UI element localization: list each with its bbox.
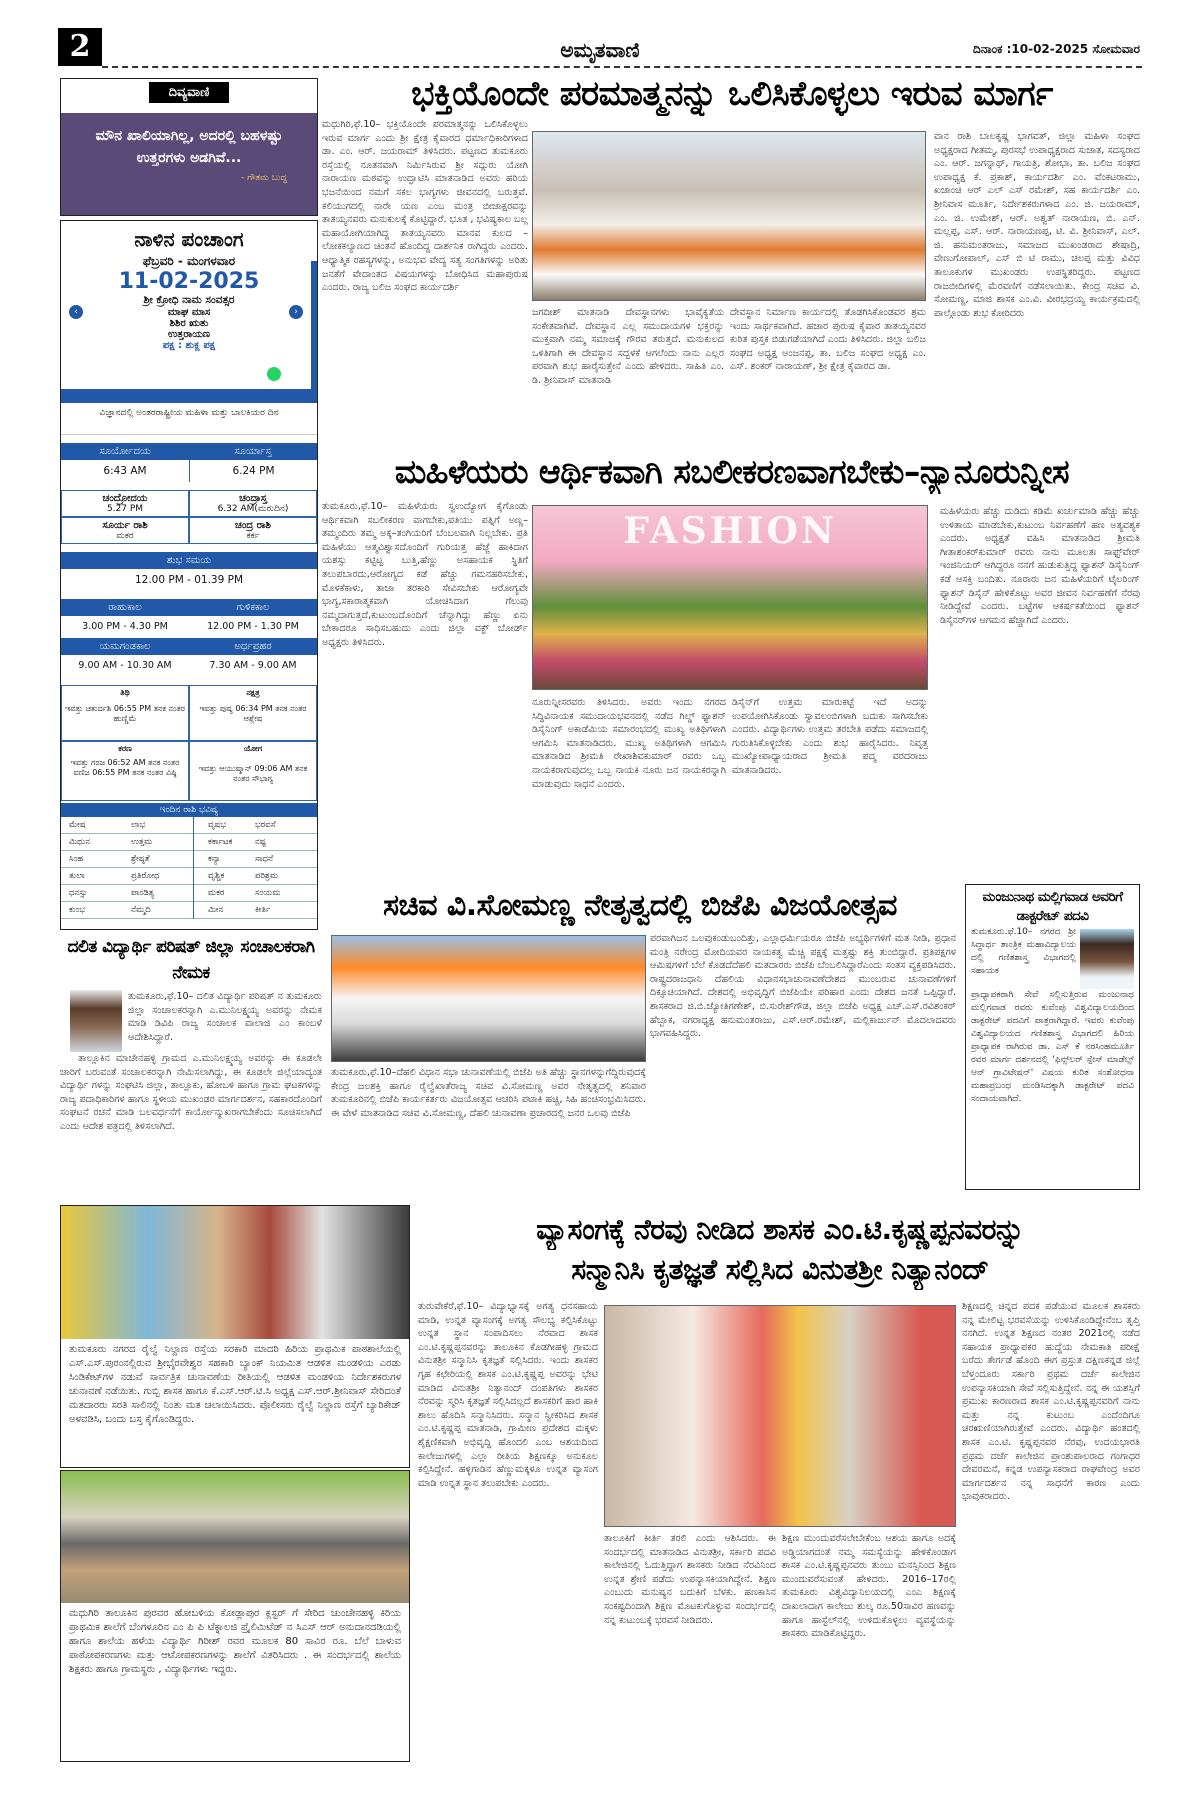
paksha: ಪಕ್ಷ : ಶುಕ್ಲ ಪಕ್ಷ bbox=[162, 340, 216, 351]
article2-col1: ತುಮಕೂರು,ಫೆ.10– ಮಹಿಳೆಯರು ಸ್ವಉದ್ಯೋಗ ಕೈಗೊಂಡು ಆರ್ಥಿಕವಾಗಿ ಸಬಲೀಕರಣ ವಾಗಬೇಕು,ಪತಿಯು ಪತ್ನಿಗೆ ಅಣ್ಣ–ತಮ್ಮಂದಿರು ತಮ್ಮ ಅಕ್ಕ–ತಂಗಿಯರಿಗೆ ಬೆಂಬಲವಾಗಿ ನಿಲ್ಲಬೇಕು. ಪ್ರತಿ ಮಹಿಳೆಯು ಆತ್ಮವಿಶ್ವಾಸದೊಂದಿಗೆ ಗುರಿಯತ್ತ ಹೆಜ್ಜೆ ಹಾಕಿದಾಗ ಯಶಸ್ಸು ಕಟ್ಟಿಟ್ಟ ಬುತ್ತಿ,ಹೆಣ್ಣು ಅಸಹಾಯಕ ಸ್ಥಿತಿಗೆ ತಲುಪಬಾರದು,ಆರೋಗ್ಯದ ಕಡೆ ಹೆಚ್ಚು ಗಮನಹರಿಸಬೇಕು, ಮೊಳಕೆಕಾಳು, ತಾಜಾ ತರಕಾರಿ ಸೇವಿಸಬೇಕು ಆರೋಗ್ಯವೇ ಭಾಗ್ಯ,ಸಕಾರಾತ್ಮಕವಾಗಿ ಯೋಚಿಸಿದಾಗ ಗೆಲುವು ನಮ್ಮದಾಗುತ್ತದೆ,ಕುಟುಂಬದೊಂದಿಗೆ ಚೆನ್ನಾಗಿದ್ದು ಹೆಣ್ಣು ಏನು ಬೇಕಾದರೂ ಸಾಧಿಸಬಹುದು ಎಂದು ಜಿಲ್ಲಾ ವಕ್ಫ್ ಬೋರ್ಡ್ ಅಧ್ಯಕ್ಷರು ತಿಳಿಸಿದರು. bbox=[322, 501, 528, 648]
ayana: ಉತ್ತರಾಯಣ bbox=[167, 329, 211, 340]
tithi-label: ತಿಥಿ bbox=[120, 688, 130, 697]
panchanga-box bbox=[60, 220, 318, 930]
rashi-prediction: ನಷ್ಟ bbox=[255, 837, 267, 847]
panchanga-weekday: ಫೆಬ್ರವರಿ - ಮಂಗಳವಾರ bbox=[142, 254, 236, 268]
article1-col2: ಜಗದೀಶ್ ಮಾತನಾಡಿ ದೇವಸ್ಥಾನಗಳು ಭಾವೈಕ್ಯತೆಯ ಸಂಕೇತವಾಗಿವೆ. ದೇವಸ್ಥಾನ ಎಲ್ಲ ಸಮುದಾಯಗಳ ಭಕ್ತರನ್ನು ಮುಕ್ತವಾಗಿ ನಮ್ಮ ಸಮಾಜಕ್ಕೆ ಗೌರವ ತರುತ್ತದೆ. ಮನುಕುಲದ ಒಳಿತಿಗಾಗಿ ಈ ದೇವಸ್ಥಾನ ಸದ್ಬಳಕೆ ಆಗಲೆಂದು ನಾನು ಎಲ್ಲರ ಪರವಾಗಿ ಶುಭ ಹಾರೈಸುತ್ತೇನೆ ಎಂದು ಹೇಳಿದರು. ಸಾಹಿತಿ ಎಂ. ಡಿ. ಶ್ರೀನಿವಾಸ್ ಮಾತನಾಡಿ bbox=[532, 307, 724, 386]
rashi-prediction: ಪ್ರತಿರೋಧ bbox=[131, 871, 160, 881]
doctorate-box bbox=[965, 884, 1140, 1190]
yama-label: ಯಮಗಂಡಕಾಲ bbox=[61, 638, 189, 655]
article4-col3: ಶಿಕ್ಷಣ ಮುಂದುವರೆಸಲೇಬೇಕೆಂಬ ಆಶಯ ಹಾಗೂ ಅದಕ್ಕೆ ಅಡ್ಡಿಯಾಗದಂತೆ ನಮ್ಮ ಸಮಸ್ಯೆಯನ್ನು ಹೇಳಿಕೊಂಡಾಗ ಶಾಸಕ ಎಂ.ಟಿ.ಕೃಷ್ಣಪ್ಪನವರು ತುಂಬು ಮನಸ್ಸಿನಿಂದ ಶಿಕ್ಷಣ ಮುಂದುವರೆಸುವಂತೆ ಹೇಳಿದರು. 2016–17ರಲ್ಲಿ ತುಮಕೂರು ವಿಶ್ವವಿದ್ಯಾನಿಲಯದಲ್ಲಿ ಎಂಎ ಶಿಕ್ಷಣಕ್ಕೆ ದಾಖಲಾದಾಗ ಕಾಲೇಜು ಶುಲ್ಕ ರೂ.50ಸಾವಿರ ಹಣವನ್ನು ಹಾಗೂ ಹಾಸ್ಟೆಲ್‌ನಲ್ಲಿ ಉಳಿದುಕೊಳ್ಳಲು ವ್ಯವಸ್ಥೆಯನ್ನು ಶಾಸಕರು ಮಾಡಿಕೊಟ್ಟಿದ್ದರು. bbox=[782, 1533, 956, 1640]
quote-card bbox=[61, 113, 317, 215]
rashi-title: ಇಂದಿನ ರಾಶಿ ಭವಿಷ್ಯ bbox=[61, 803, 317, 817]
yoga-label: ಯೋಗ bbox=[243, 744, 263, 753]
ritu: ಶಿಶಿರ ಋತು bbox=[169, 318, 209, 329]
rashi-row bbox=[61, 902, 317, 919]
karana-label: ಕರಣ bbox=[118, 744, 132, 753]
photo-story-election bbox=[60, 1205, 410, 1468]
article4-col2: ತಾಲೂಕಿಗೆ ಕೀರ್ತಿ ತರಲಿ ಎಂದು ಆಶಿಸಿದರು. ಈ ಸಂದರ್ಭದಲ್ಲಿ ಮಾತನಾಡಿದ ವಿನುತಶ್ರೀ, ಸರ್ಕಾರಿ ಪದವಿ ಕಾಲೇಜಿನಲ್ಲಿ ಓದುತ್ತಿದ್ದಾಗ ಶಾಸಕರು ನೀಡಿದ ನೆರವಿನಿಂದ ಉನ್ನತ ಶ್ರೇಣಿ ಪಡೆದು ಉಪನ್ಯಾಸಕಿಯಾಗಿದ್ದೇನೆ. ಶಿಕ್ಷಣ ಎಂಬುದು ಮನುಷ್ಯನ ಬದುಕಿಗೆ ಬೆಳಕು. ಹಣಕಾಸಿನ ಸಂಕಷ್ಟದಿಂದಾಗಿ ಶಿಕ್ಷಣ ಮೊಟಕುಗೊಳ್ಳುವ ಸಂದರ್ಭದಲ್ಲಿ ನನ್ನ ಕುಟುಂಬಕ್ಕೆ ಭರವಸೆ ನೀಡಿದರು. bbox=[604, 1533, 776, 1626]
divyavani-box bbox=[60, 78, 318, 216]
karana: ಇವತ್ತು ಗರಜ 06:52 AM ತನಕ ನಂತರ ವಣಿಜ 06:55 PM ತನಕ ನಂತರ ವಿಷ್ಠಿ bbox=[70, 758, 180, 777]
header-divider bbox=[102, 66, 1142, 68]
article4-headline-line1: ವ್ಯಾಸಂಗಕ್ಕೆ ನೆರವು ನೀಡಿದ ಶಾಸಕ ಎಂ.ಟಿ.ಕೃಷ್ಣಪ್ಪನವರನ್ನು bbox=[536, 1213, 1024, 1246]
samvatsara: ಶ್ರೀ ಕ್ರೋಧಿ ನಾಮ ಸಂವತ್ಸರ bbox=[143, 294, 235, 306]
rashi-row bbox=[61, 817, 317, 834]
surya-rashi-label: ಸೂರ್ಯ ರಾಶಿ bbox=[102, 520, 148, 531]
election-caption: ತುಮಕೂರು ನಗರದ ರೈಲ್ವೆ ನಿಲ್ದಾಣ ರಸ್ತೆಯ ಸರಕಾರಿ ಮಾದರಿ ಹಿರಿಯ ಪ್ರಾಥಮಿಕ ಪಾಠಶಾಲೆಯಲ್ಲಿ ಎಸ್.ಎಸ್.ಪುರಂನಲ್ಲಿರುವ ಶ್ರೀಭೈರವೇಶ್ವರ ಸಹಕಾರಿ ಬ್ಯಾಂಕ್ ನಿಯಮಿತ ಆಡಳಿತ ಮಂಡಳಿಯ ಎರಡು ಸಿಂಡಿಕೇಟ್‌ಗಳ ನಡುವೆ ಸಾರ್ವತ್ರಿಕ ಚುನಾವಣೆಯ ರೀತಿಯಲ್ಲಿ ಆಡಳಿತ ಮಂಡಳಿಯ ನಿರ್ದೇಶಕರುಗಳ ಚುನಾವಣೆ ನಡೆಯಿತು. ಗುಬ್ಬಿ ಶಾಸಕ ಹಾಗೂ ಕೆ.ಎಸ್.ಆರ್.ಟಿ.ಸಿ ಅಧ್ಯಕ್ಷ ಎಸ್.ಆರ್.ಶ್ರೀನಿವಾಸ್ ಸೇರಿದಂತೆ ಮತದಾರರು ಸರತಿ ಸಾಲಿನಲ್ಲಿ ನಿಂತು ಮತ ಚಲಾಯಿಸಿದರು. ಪೊಲೀಸರು ರೈಲ್ವೆ ನಿಲ್ದಾಣ ರಸ್ತೆಗೆ ಬ್ಯಾರಿಕೇಡ್ ಅಳವಡಿಸಿ, ಬಂದು ಬಸ್ತ ಕೈಗೊಂಡಿದ್ದರು. bbox=[69, 1344, 401, 1425]
article2-photo bbox=[532, 505, 928, 690]
article4-headline-line2: ಸನ್ಮಾನಿಸಿ ಕೃತಜ್ಞತೆ ಸಲ್ಲಿಸಿದ ವಿನುತಶ್ರೀ ನಿತ್ಯಾನಂದ್ bbox=[571, 1253, 989, 1286]
yama-time: 9.00 AM - 10.30 AM bbox=[78, 660, 172, 671]
rashi-name: ಕುಂಭ bbox=[69, 905, 86, 915]
article3-headline: ಸಚಿವ ವಿ.ಸೋಮಣ್ಣ ನೇತೃತ್ವದಲ್ಲಿ ಬಿಜೆಪಿ ವಿಜಯೋತ್ಸವ bbox=[383, 888, 897, 923]
rashi-row bbox=[61, 868, 317, 885]
article1-col3: ದೇವಸ್ಥಾನ ನಿರ್ಮಾಣ ಕಾರ್ಯದಲ್ಲಿ ತೊಡಗಿಸಿಕೊಂಡವರ ಶ್ರಮ ಇಂದು ಸಾರ್ಥಕವಾಗಿದೆ. ಹಜಾರ ಪುರುಷ ಕೈವಾರ ತಾತಯ್ಯನವರ ಕುರಿತ ಪುಸ್ತಕ ಬಿಡುಗಡೆಯಾಗಿದೆ ಎಂದು ತಿಳಿಸಿದರು. ಜಿಲ್ಲಾ ಬಲಿಜ ಸಂಘದ ಅಧ್ಯಕ್ಷ ಅಂಜನಪ್ಪ, ತಾ. ಬಲಿಜ ಸಂಘದ ಅಧ್ಯಕ್ಷ ಎಂ. ಎಸ್. ಶಂಕರ್ ನಾರಾಯಣ್, ಶ್ರೀ ಕ್ಷೇತ್ರ ಕೈವಾರದ ಡಾ. bbox=[730, 307, 926, 373]
doctorate-headline: ಮಂಜುನಾಥ ಮಲ್ಲಿಗವಾಡ ಅವರಿಗೆ ಡಾಕ್ಟರೇಟ್ ಪದವಿ bbox=[982, 889, 1123, 924]
rashi-name: ಮೀನ bbox=[193, 902, 255, 919]
rashi-prediction: ಕೀರ್ತಿ bbox=[255, 905, 271, 915]
rashi-prediction: ಸಂಯಮ bbox=[255, 888, 281, 898]
panchanga-date: 11-02-2025 bbox=[118, 269, 260, 294]
shubha-time: 12.00 PM - 01.39 PM bbox=[134, 574, 244, 586]
divyavani-label: ದಿವ್ಯವಾಣಿ bbox=[149, 82, 229, 103]
moonrise-label: ಚಂದ್ರೋದಯ bbox=[102, 493, 148, 504]
rashi-name: ಮೇಷ bbox=[69, 820, 86, 830]
article1-headline: ಭಕ್ತಿಯೊಂದೇ ಪರಮಾತ್ಮನನ್ನು ಒಲಿಸಿಕೊಳ್ಳಲು ಇರುವ ಮಾರ್ಗ bbox=[411, 74, 1053, 114]
article1-photo bbox=[532, 131, 926, 301]
ardha-label: ಅರ್ಧಪ್ರಹರ bbox=[189, 638, 317, 655]
page-number: 2 bbox=[58, 28, 102, 66]
surya-rashi: ಮಕರ bbox=[116, 531, 134, 541]
gulika-label: ಗುಳಿಕಕಾಲ bbox=[189, 599, 317, 616]
rashi-name: ವೃಶ್ಚಿಕ bbox=[193, 868, 255, 885]
rahu-label: ರಾಹುಕಾಲ bbox=[61, 599, 189, 616]
nakshatra: ಇವತ್ತು ಪುಷ್ಯ 06:34 PM ತನಕ ನಂತರ ಆಶ್ಲೇಷ bbox=[199, 704, 307, 723]
rashi-prediction: ಪರಿಶ್ರಮ bbox=[255, 871, 279, 881]
dalit-story bbox=[60, 934, 322, 1194]
rashi-prediction: ನೆಮ್ಮದಿ bbox=[131, 905, 151, 915]
article1-col4: ವಾನ ರಾಶಿ ಬಾಲಕೃಷ್ಣ ಭಾಗವತ್, ಜಿಲ್ಲಾ ಮಹಿಳಾ ಸಂಘದ ಅಧ್ಯಕ್ಷರಾದ ಗೀತಮ್ಮ, ಪುರಸಭೆ ಉಪಾಧ್ಯಕ್ಷರಾದ ಸುಜಾತ, ಸದಸ್ಯರಾದ ಎಂ. ಆರ್. ಜಗನ್ನಾಥ್, ಗಾಯತ್ರಿ, ಶೋಭಾ, ತಾ. ಬಲಿಜ ಸಂಘದ ಉಪಾಧ್ಯಕ್ಷ ಕೆ. ಪ್ರಕಾಶ್, ಕಾರ್ಯದರ್ಶಿ ಎಂ. ವೆಂಕಟರಾಮು, ಖಜಾಂಚಿ ಆರ್ ಎಲ್ ಎಸ್ ರಮೇಶ್, ಸಹ ಕಾರ್ಯದರ್ಶಿ ಎಂ. ಶ್ರೀನಿವಾಸ ಮೂರ್ತಿ, ನಿರ್ದೇಶಕರುಗಳಾದ ಎಂ. ಜಿ. ಜಯರಾಮ್, ಎಂ. ಜಿ. ಉಮೇಶ್, ಆರ್. ಅಶ್ವತ್ ನಾರಾಯಣ, ಬಿ. ಎನ್. ಮಲ್ಲಪ್ಪ, ಎಸ್. ಆರ್. ನಾರಾಯಣಪ್ಪ, ಟಿ. ವಿ. ಶ್ರೀನಿವಾಸ್, ಎಲ್. ಜಿ. ಹನುಮಂತರಾಜು, ಸಮಾಜದ ಮುಖಂಡರಾದ ಶೇಷಾದ್ರಿ, ವೇಣುಗೋಪಾಲ್, ಎಸ್ ಬಿ ಟಿ ರಾಮು, ಚಲಪ್ಪ ಮತ್ತು ವಿವಿಧ ತಾಲೂಕುಗಳ ಮುಖಂಡರು ಉಪಸ್ಥಿತರಿದ್ದರು. ಪಟ್ಟಣದ ರಾಜಬೀದಿಗಳಲ್ಲಿ ಮೆರವಣಿಗೆ ನಡೆಸಲಾಯಿತು. ಕೇಂದ್ರ ಸಚಿವ ವಿ. ಸೋಮಣ್ಣ, ಮಾಜಿ ಶಾಸಕ ಎಂ.ವಿ. ವೀರಭದ್ರಯ್ಯ ಕಾರ್ಯಕ್ರಮದಲ್ಲಿ ಪಾಲ್ಗೊಂಡು ಶುಭ ಕೋರಿದರು bbox=[934, 131, 1140, 319]
quote-text: ಮೌನ ಖಾಲಿಯಾಗಿಲ್ಲ, ಅದರಲ್ಲಿ ಬಹಳಷ್ಟು ಉತ್ತರಗಳು ಅಡಗಿವೆ... bbox=[95, 128, 283, 166]
shubha-label: ಶುಭ ಸಮಯ bbox=[61, 552, 317, 569]
rashi-prediction: ಶ್ರೇಷ್ಠತೆ bbox=[131, 854, 150, 864]
article4-col4: ಶಿಕ್ಷಣದಲ್ಲಿ ಚಿನ್ನದ ಪದಕ ಪಡೆಯುವ ಮೂಲಕ ಶಾಸಕರು ನನ್ನ ಮೇಲಿಟ್ಟ ಭರವಸೆಯನ್ನು ಉಳಿಸಿಕೊಂಡಿದ್ದೇನೆಂಬ ತೃಪ್ತಿ ನನಗಿದೆ. ಉನ್ನತ ಶಿಕ್ಷಣದ ನಂತರ 2021ರಲ್ಲಿ ನಡೆದ ಸಹಾಯಕ ಪ್ರಾಧ್ಯಾಪಕರ ಹುದ್ದೆಯ ನೇಮಕಾತಿ ಪರೀಕ್ಷೆ ಬರೆದು ತೇರ್ಗಡೆ ಹೊಂದಿ ಈಗ ಪ್ರಸ್ತುತ ದಕ್ಷಿಣಕನ್ನಡ ಜಿಲ್ಲೆ ಬೆಳ್ತಂದೂರು ಸರ್ಕಾರಿ ಪ್ರಥಮ ದರ್ಜೆ ಕಾಲೇಜಿನ ಉಪನ್ಯಾಸಕಿಯಾಗಿ ಸೇವೆ ಸಲ್ಲಿಸುತ್ತಿದ್ದೇನೆ. ನನ್ನ ಈ ಯಶಸ್ಸಿಗೆ ಪ್ರಮುಖ ಕಾರಣರಾದ ಶಾಸಕ ಎಂ.ಟಿ.ಕೃಷ್ಣಪ್ಪನವರಿಗೆ ನಾನು ಮತ್ತು ನನ್ನ ಕುಟುಂಬ ಎಂದೆಂದಿಗೂ ಚಿರಋಣಿಯಾಗಿರುತ್ತೇವೆ ಎಂದರು. ವಿದ್ಯಾರ್ಥಿ ಹಂತದಲ್ಲಿ ಶಾಸಕ ಎಂ.ಟಿ. ಕೃಷ್ಣಪ್ಪನವರ ನೆರವು, ಉದಯಭಾರತಿ ಪ್ರಥಮ ದರ್ಜೆ ಕಾಲೇಜಿನ ಪ್ರಾಂಶುಪಾಲರಾದ ಗಂಗಾಧರ ದೇವರಮನೆ, ಕನ್ನಡ ಉಪನ್ಯಾಸಕರಾದ ರಾಘವೇಂದ್ರ ಅವರ ಮಾರ್ಗದರ್ಶನ ನನ್ನ ಸಾಧನೆಗೆ ಕಾರಣ ಎಂದು ಭಾವುಕರಾದರು. bbox=[962, 1301, 1140, 1503]
dalit-body: ತಾಲ್ಲೂಕಿನ ಮಾಚೇನಹಳ್ಳಿ ಗ್ರಾಮದ ಎ.ಮುನಿಲಕ್ಷ್ಮಯ್ಯ ಅವರನ್ನು ಈ ಕೂಡಲೇ ಜಾರಿಗೆ ಬರುವಂತೆ ಸಂಚಾಲಕರನ್ನಾಗಿ ನೇಮಿಸಲಾಗಿದ್ದು, ಈ ಕೂಡಲೇ ಜಿಲ್ಲೆಯಾದ್ಯಂತ ವಿದ್ಯಾರ್ಥಿ ಗಳನ್ನು ಸಂಘಟಿಸಿ ಜಿಲ್ಲಾ, ತಾಲ್ಲೂಕು, ಹೋಬಳಿ ಹಾಗೂ ಗ್ರಾಮ ಘಟಕಗಳನ್ನು ರಾಜ್ಯ ಪದಾಧಿಕಾರಿಗಳ ಹಾಗೂ ಸ್ಥಳೀಯ ಮುಖಂಡರ ಮಾರ್ಗದರ್ಶನ, ಸಹಕಾರದೊಂದಿಗೆ ಸಂಘಟನೆ ರಚನೆ ಮಾಡಿ ಬಲವರ್ಧನೆಗೆ ಕಾರ್ಯೋನ್ಮುಖರಾಗಬೇಕೆಂದು ಸೂಚಿಸಲಾಗಿದೆ ಎಂದು ಆದೇಶ ಪತ್ರದಲ್ಲಿ ತಿಳಿಸಲಾಗಿದೆ. bbox=[60, 1053, 322, 1132]
whatsapp-icon[interactable] bbox=[267, 367, 281, 381]
moonrise-time: 5.27 PM bbox=[106, 504, 144, 514]
rashi-table bbox=[61, 817, 317, 919]
doctorate-body: ಪ್ರಾಧ್ಯಾಪಕರಾಗಿ ಸೇವೆ ಸಲ್ಲಿಸುತ್ತಿರುವ ಮಂಜುನಾಥ ಮಲ್ಲಿಗವಾಡ ರವರು ಕುವೆಂಪು ವಿಶ್ವವಿದ್ಯಾಲಯದಿಂದ ಡಾಕ್ಟರೇಟ್ ಪದವಿಗೆ ಪಾತ್ರರಾಗಿದ್ದಾರೆ. ಇವರು ಕುವೆಂಪು ವಿಶ್ವವಿದ್ಯಾಲಯದ ಗಣಿತಶಾಸ್ತ್ರ ವಿಭಾಗದಲಿ ಹಿರಿಯ ಪ್ರಾಧ್ಯಾಪಕ ರಾಗಿರುವ ಡಾ. ಎಸ್ ಕೆ ನರಸಿಂಹಮೂರ್ತಿ ರವರ ಮಾರ್ಗ ದರ್ಶನದಲ್ಲಿ 'ಫಿನ್ಸ್‌ಲರ್ ಸ್ಪೇಸ್ ಮಾಡೆಲ್ಸ್ ಆನ್ ಗ್ರಾವಿಟೇಷನ್' ವಿಷಯ ಕುರಿತ ಸಂಶೋಧನಾ ಮಹಾಪ್ರಬಂಧ ಮಂಡಿಸಿದಕ್ಕಾಗಿ ಡಾಕ್ಟರೇಟ್ ಪದವಿ ಸಂದಾಯವಾಗಿದೆ. bbox=[971, 990, 1134, 1104]
tithi: ಇವತ್ತು ಚತುರ್ದಶಿ 06:55 PM ತನಕ ನಂತರ ಹುಣ್ಣಿಮೆ bbox=[65, 704, 185, 723]
special-day: ವಿಜ್ಞಾನದಲ್ಲಿ ಅಂತರರಾಷ್ಟ್ರೀಯ ಮಹಿಳಾ ಮತ್ತು ಬಾಲಕಿಯರ ದಿನ bbox=[61, 403, 317, 435]
sunrise-label: ಸೂರ್ಯೋದಯ bbox=[61, 443, 189, 460]
article4-photo bbox=[604, 1305, 956, 1527]
article3-photo bbox=[331, 935, 646, 1062]
blue-band bbox=[61, 389, 317, 403]
sunset-label: ಸೂರ್ಯಾಸ್ತ bbox=[189, 443, 317, 460]
article4-col1: ತುರುವೇಕೆರೆ,ಫೆ.10– ವಿದ್ಯಾಭ್ಯಾಸಕ್ಕೆ ಅಗತ್ಯ ಧನಸಹಾಯ ಮಾಡಿ, ಉನ್ನತ ವ್ಯಾಸಂಗಕ್ಕೆ ಅಗತ್ಯ ಸೌಲಭ್ಯ ಕಲ್ಪಿಸಿಕೊಟ್ಟು ಉನ್ನತ ಸ್ಥಾನ ಸಂಪಾದಿಸಲು ನೆರವಾದ ಶಾಸಕ ಎಂ.ಟಿ.ಕೃಷ್ಣಪ್ಪನವರನ್ನು ತಾಲೂಕಿನ ಕೊಡಗೀಹಳ್ಳಿ ಗ್ರಾಮದ ವಿನುತಶ್ರೀ ಸನ್ಮಾನಿಸಿ ಕೃತಜ್ಞತೆ ಸಲ್ಲಿಸಿದರು. ಇಂದು ಶಾಸಕರ ಗೃಹ ಕಛೇರಿಯಲ್ಲಿ ಶಾಸಕ ಎಂ.ಟಿ.ಕೃಷ್ಣಪ್ಪ ಅವರನ್ನು ಭೇಟಿ ಮಾಡಿದ ವಿನುತಶ್ರೀ ನಿತ್ಯಾನಂದ್ ದಂಪತಿಗಳು ಶಾಸಕರ ನೆರವನ್ನು ಸ್ಮರಿಸಿ ಕೃತಜ್ಞತೆ ಸಲ್ಲಿಸಿದಲ್ಲದೆ ಶಾಸಕರಿಗೆ ಹಾರ ಹಾಕಿ ಶಾಲು ಹೊದಿಸಿ ಸನ್ಮಾನಿಸಿದರು. ಸನ್ಮಾನ ಸ್ವೀಕರಿಸಿದ ಶಾಸಕ ಎಂ.ಟಿ.ಕೃಷ್ಣಪ್ಪ ಮಾತನಾಡಿ, ಗ್ರಾಮೀಣ ಪ್ರದೇಶದ ಮಕ್ಕಳು ಶೈಕ್ಷಣಿಕವಾಗಿ ಅಭಿವೃದ್ಧಿ ಹೊಂದಲಿ ಎಂಬ ಆಶಯದಿಂದ ಕಾಲೇಜುಗಳಲ್ಲಿ ಎಲ್ಲಾ ರೀತಿಯ ಶಿಕ್ಷಣಕ್ಕೂ ಅನುಕೂಲ ಕಲ್ಪಿಸಿದ್ದೇನೆ. ಹಳ್ಳಿಗಾಡಿನ ಹೆಣ್ಣುಮಕ್ಕಳೂ ಉನ್ನತ ವ್ಯಾಸಂಗ ಮಾಡಿ ಉನ್ನತ ಸ್ಥಾನ ತಲುಪಬೇಕು ಎಂದರು. bbox=[418, 1301, 598, 1489]
rashi-prediction: ಉತ್ತಮ bbox=[131, 837, 153, 847]
sunset-time: 6.24 PM bbox=[189, 460, 317, 482]
article3-col1: ತುಮಕೂರು,ಫೆ.10–ದೆಹಲಿ ವಿಧಾನ ಸಭಾ ಚುನಾವಣೆಯಲ್ಲಿ ಬಿಜೆಪಿ ಅತಿ ಹೆಚ್ಚು ಸ್ಥಾನಗಳನ್ನುಗೆದ್ದಿರುವುದಕ್ಕೆ ಕೇಂದ್ರ ಜಲಶಕ್ತಿ ಹಾಗೂ ರೈಲ್ವೆಖಾತೆರಾಜ್ಯ ಸಚಿವ ವಿ.ಸೋಮಣ್ಣ ಅವರ ನೇತೃತ್ವದಲ್ಲಿ ಶನಿವಾರ ತುಮಕೂರಿನಲ್ಲಿ ಬಿಜೆಪಿ ಕಾರ್ಯಕರ್ತರು ವಿಜಯೋತ್ಸವ ಆಚರಿಸಿ ಪಟಾಕಿ ಹಚ್ಚಿ, ಸಿಹಿ ಹಂಚಿಸಂಭ್ರಮಿಸಿದರು. ಈ ವೇಳೆ ಮಾತನಾಡಿದ ಸಚಿವ ವಿ.ಸೋಮಣ್ಣ, ದೆಹಲಿ ಚುನಾವಣಾ ಪ್ರಚಾರದಲ್ಲಿ ಜನರ ಒಲವು ಬಿಜೆಪಿ bbox=[331, 1067, 646, 1119]
article2-headline: ಮಹಿಳೆಯರು ಆರ್ಥಿಕವಾಗಿ ಸಬಲೀಕರಣವಾಗಬೇಕು–ನ್ಯಾನೂರುನ್ನೀಸ bbox=[394, 452, 1070, 491]
rashi-prediction: ಸಾಧನೆ bbox=[255, 854, 274, 864]
gulika-time: 12.00 PM - 1.30 PM bbox=[207, 621, 299, 632]
dalit-headline: ದಲಿತ ವಿದ್ಯಾರ್ಥಿ ಪರಿಷತ್ ಜಿಲ್ಲಾ ಸಂಚಾಲಕರಾಗಿ ನೇಮಕ bbox=[67, 937, 315, 983]
prev-day-button[interactable]: ‹ bbox=[69, 305, 83, 319]
article2-col4: ಮಹಿಳೆಯರು ಹೆಚ್ಚು ದುಡಿದು ಕಡಿಮೆ ಖರ್ಚುಮಾಡಿ ಹೆಚ್ಚು ಹೆಚ್ಚು ಉಳಿತಾಯ ಮಾಡಬೇಕು,ಕುಟುಂಬ ನಿರ್ವಹಣೆಗೆ ಹಣ ಅತ್ಯವಶ್ಯಕ ಎಂದರು. ಅಧ್ಯಕ್ಷತೆ ವಹಿಸಿ ಮಾತನಾಡಿದ ಶ್ರೀಮತಿ ಗೀತಾಶಂಕರ್‌ಕುಮಾರ್ ರವರು ನಾನು ಮೂಲತಃ ಸಾಫ್ಟ್‌ವೇರ್ ಇಂಜಿನಿಯರ್ ಆಗಿದ್ದರೂ ನನಗೆ ಹುಡುಕುತ್ತಿದ್ದ ಫ್ಯಾಶನ್ ಡಿಸೈನಿಂಗ್ ಕಡೆ ಆಸಕ್ತಿ ಬಂದಿತು. ನೂರಾರು ಜನ ಮಹಿಳೆಯರಿಗೆ ಟೈಲರಿಂಗ್ ಫ್ಯಾಶನ್ ಡಿಸೈನ್ ಹೇಳಿಕೊಟ್ಟು ಅವರ ಜೀವನ ನಿರ್ವಹಣೆಗೆ ನೆರವು ನೀಡಿದ್ದೇವೆ ಎಂದರು. ಬಟ್ಟೆಗಳ ಆಕರ್ಷಕತೆಯಿಂದ ಫ್ಯಾಶನ್ ಡಿಸೈನರ್‌ಗಳ ಆಗಮನ ಹೆಚ್ಚಾಗಿದೆ ಎಂದರು. bbox=[940, 506, 1140, 626]
chandra-rashi-label: ಚಂದ್ರ ರಾಶಿ bbox=[235, 520, 271, 531]
ardha-time: 7.30 AM - 9.00 AM bbox=[209, 660, 297, 671]
rashi-name: ಮಿಥುನ bbox=[69, 837, 91, 847]
rashi-name: ಸಿಂಹ bbox=[69, 854, 84, 864]
article1-col1: ಮಧುಗಿರಿ,ಫೆ.10– ಭಕ್ತಿಯೊಂದೇ ಪರಮಾತ್ಮನನ್ನು ಒಲಿಸಿಕೊಳ್ಳಲು ಇರುವ ಮಾರ್ಗ ಎಂದು ಶ್ರೀ ಕ್ಷೇತ್ರ ಕೈವಾರದ ಧರ್ಮಾಧಿಕಾರಿಗಳಾದ ಡಾ. ಎಂ. ಆರ್. ಜಯರಾಮ್ ತಿಳಿಸಿದರು. ಪಟ್ಟಣದ ತುಮಕೂರು ರಸ್ತೆಯಲ್ಲಿ ನೂತನವಾಗಿ ನಿರ್ಮಿಸಿರುವ ಶ್ರೀ ಸದ್ಗುರು ಯೋಗಿ ನಾರಾಯಣ ಮಠವನ್ನು ಉದ್ಘಾಟಿಸಿ ಮಾತನಾಡಿದ ಅವರು ಹರಿಯ ಭಜನೆಯಿಂದ ನಮಗೆ ಸಕಲ ಭಾಗ್ಯಗಳು ಜೀವನದಲ್ಲಿ ಬರುತ್ತವೆ. ಕಲಿಯುಗದಲ್ಲಿ ನಾರೇ ಯಣ ಎಂಬ ಮಂತ್ರ ಬೀಜಾಕ್ಷರವನ್ನು ತಾತಯ್ಯನವರು ಮನುಕುಲಕ್ಕೆ ಕೊಟ್ಟಿದ್ದಾರೆ. ಭೂತ , ಭವಿಷ್ಯಕಾಲ ಬಲ್ಲ ಮಹಾಯೋಗಿಯಾಗಿದ್ದ ತಾತಯ್ಯನವರು ಮಾನವ ಕುಲದ – ಲೋಕಕಲ್ಯಾಣದ ಚಿಂತನೆ ಹೊಂದಿದ್ದ ದಾರ್ಶನಿಕ ರಾಗಿದ್ದರು ಎಂದರು. ಆಧ್ಯಾತ್ಮಿಕ ರಹಸ್ಯಗಳನ್ನು, ಅನುಭವ ವೇದ್ಯ ಸತ್ಯ ಸಂಗತಿಗಳನ್ನು ಅರಿತು ಜನತೆಗೆ ವೇದಾಂತದ ವಿಷಯಗಳನ್ನು ಬೋಧಿಸಿದ ಮಹಾಪುರುಷ ಎಂದರು. ರಾಜ್ಯ ಬಲಿಜ ಸಂಘದ ಕಾರ್ಯದರ್ಶಿ bbox=[322, 119, 528, 294]
quote-author: - ಗೌತಮ ಬುದ್ಧ bbox=[240, 173, 287, 183]
rashi-row bbox=[61, 851, 317, 868]
rashi-name: ಕರ್ಕಾಟಕ bbox=[193, 834, 255, 851]
rashi-name: ಮಕರ bbox=[193, 885, 255, 902]
school-donation-photo bbox=[61, 1471, 409, 1603]
masthead: ಅಮೃತವಾಣಿ bbox=[560, 38, 640, 62]
school-caption: ಮಧುಗಿರಿ ತಾಲೂಕಿನ ಪುರವರ ಹೋಬಳಿಯ ಕೋಡ್ಲಾಪುರ ಕ್ಲಸ್ಟರ್ ಗೆ ಸೇರಿದ ಚುಂಚೇನಹಳ್ಳಿ ಕಿರಿಯ ಪ್ರಾಥಮಿಕ ಶಾಲೆಗೆ ಬೆಂಗಳೂರಿನ ಎಂ ಪಿ ಪಿ ಟೆಕ್ನಾಲಜಿ ಪ್ರೈಲಿಮಿಟೆಡ್ ನ ಸಿಎಸ್ ಆರ್ ಅನುದಾನದಡಿಯಲ್ಲಿ ಹಾಗೂ ಶಾಲೆಯ ಹಳೆಯ ವಿದ್ಯಾರ್ಥಿ ಗಿರೀಶ್ ರವರ ಮೂಲಕ 80 ಸಾವಿರ ರೂ. ಬೆಲೆ ಬಾಳುವ ಪಾಠೋಪಕರಣಗಳು ಮತ್ತು ಆಟೋಪಕರಣಗಳನ್ನು ಶಾಲೆಗೆ ವಿತರಿಸಿದರು . ಈ ಸಂದರ್ಭದಲ್ಲಿ ಶಾಲೆಯ ಶಿಕ್ಷಕರು ಹಾಗೂ ಗ್ರಾಮಸ್ಥರು , ವಿದ್ಯಾರ್ಥಿಗಳು ಇದ್ದರು. bbox=[69, 1608, 401, 1675]
chandra-rashi: ಕರ್ಕ bbox=[246, 531, 260, 541]
moonset-label: ಚಂದ್ರಾಸ್ತ bbox=[239, 493, 267, 504]
rashi-prediction: ಲಾಭ bbox=[131, 820, 146, 830]
article3-col2: ಪರವಾಗಿಜನ ಒಲವುಕಂಡುಬಂದಿತ್ತು, ಎಲ್ಲಾಧರ್ಮಿಯರೂ ಬಿಜೆಪಿ ಅಭ್ಯರ್ಥಿಗಳಿಗೆ ಮತ ನೀಡಿ, ಪ್ರಧಾನ ಮಂತ್ರಿ ನರೇಂದ್ರ ಮೋದಿಯವರ ನಾಯಕತ್ವ ಮೆಚ್ಚಿ ಪಕ್ಷಕ್ಕೆ ಮತ್ತಷ್ಟು ಶಕ್ತಿ ತುಂಬಿದ್ದಾರೆ. ಪ್ರತಿಪಕ್ಷಗಳ ಆಮಿಷಗಳಿಗೆ ಬೆಲೆ ಕೊಡದೆದೆಹಲಿ ಮತದಾರರು ಬಿಜೆಪಿ ಬೆಂಬಲಿಸಿದ್ದಾರೆಎಂದು ಸಂತಸ ವ್ಯಕ್ತಪಡಿಸಿದರು. ರಾಷ್ಟ್ರದರಾಜಧಾನಿ ದೆಹಲಿಯ ವಿಧಾನಸಭಾಚುನಾವಣೆದೇಶದ ಮುಂಬರುವ ಚುನಾವಣೆಗಳಿಗೆ ದಿಕ್ಸೂಚಿಯಾಗಿದೆ. ದೇಶದಲ್ಲಿ ಅಭಿವೃದ್ಧಿಗೆ ಬಿಜೆಪಿಯೇ ಪರಿಹಾರ ಎಂದು ದೇಶದ ಜನತೆ ಒಪ್ಪಿದ್ದಾರೆ. ಶಾಸಕರಾದ ಜಿ.ಬಿ.ಜ್ಯೋತಿಗಣೇಶ್, ಬಿ.ಸುರೇಶ್‌ಗೌಡ, ಜಿಲ್ಲಾ ಬಿಜೆಪಿ ಅಧ್ಯಕ್ಷ ಎಚ್.ಎಸ್.ರವಿಶಂಕರ್ ಹೆಬ್ಬಾಕ, ನಗರಾಧ್ಯಕ್ಷ ಹನುಮಂತರಾಜು, ಎಸ್.ಆರ್.ರಮೇಶ್, ಮಲ್ಲಿಕಾರ್ಜುನ್ ಮೊದಲಾದವರು ಭಾಗವಹಿಸಿದ್ದರು. bbox=[650, 933, 956, 1040]
rashi-name: ವೃಷಭ bbox=[193, 817, 255, 834]
rashi-name: ಧನಸ್ಸು bbox=[69, 888, 88, 898]
dalit-lead: ತುಮಕೂರು,ಫೆ.10– ದಲಿತ ವಿದ್ಯಾರ್ಥಿ ಪರಿಷತ್ ನ ತುಮಕೂರು ಜಿಲ್ಲಾ ಸಂಚಾಲಕರನ್ನಾಗಿ ಎ.ಮುನಿಲಕ್ಷ್ಮಯ್ಯ ಅವರನ್ನು ನೇಮಕ ಮಾಡಿ ಡಿವಿಪಿ ರಾಜ್ಯ ಸಂಚಾಲಕ ವಾಲಾಜಿ ಎಂ ಕಾಂಬಳೆ ಆದೇಶಿಸಿದ್ದಾರೆ. bbox=[128, 991, 322, 1043]
rahu-time: 3.00 PM - 4.30 PM bbox=[82, 621, 168, 632]
rashi-prediction: ಭರವಸೆ bbox=[255, 820, 276, 830]
moonset-time: 6.32 AM(ಮರುದಿನ) bbox=[217, 504, 289, 514]
rashi-prediction: ಪಾಂಡಿತ್ಯ bbox=[131, 888, 155, 898]
article2-col3: ಡಿಸೈನ್‌ಗೆ ಉತ್ತಮ ಮಾರುಕಟ್ಟೆ ಇದೆ ಅದನ್ನು ಉಪಯೋಗಿಸಿಕೊಂಡು ಸ್ವಾವಲಂಬಿಗಳಾಗಿ ಬದುಕು ಸಾಗಿಸಬೇಕು ಎಂದರು. ವಿದ್ಯಾರ್ಥಿಗಳು ಉತ್ತಮ ತರಬೇತಿ ಪಡೆದು ಸಮಾಜದಲ್ಲಿ ಗುರುತಿಸಿಕೊಳ್ಳಬೇಕು ಎಂದು ಶುಭ ಹಾರೈಸಿದರು. ನಿವೃತ್ತ ಮುಖ್ಯೋಪಾಧ್ಯಾಯರಾದ ಶ್ರೀಮತಿ ಪದ್ಮ ವರದರಾಜು ಮಾತನಾಡಿದರು. bbox=[732, 697, 928, 776]
panchanga-title: ನಾಳಿನ ಪಂಚಾಂಗ bbox=[134, 227, 244, 251]
issue-date: ದಿನಾಂಕ :10-02-2025 ಸೋಮವಾರ bbox=[973, 42, 1140, 56]
nakshatra-label: ನಕ್ಷತ್ರ bbox=[246, 688, 260, 697]
rashi-name: ಕನ್ಯಾ bbox=[193, 851, 255, 868]
yoga: ಇವತ್ತು ಆಯುಷ್ಮಾನ್ 09:06 AM ತನಕ ನಂತರ ಸೌಭಾಗ್ಯ bbox=[198, 764, 308, 783]
sunrise-time: 6:43 AM bbox=[103, 465, 147, 477]
doctorate-lead: ತುಮಕೂರು.ಫೆ.10– ನಗರದ ಶ್ರೀ ಸಿದ್ಧಾರ್ಥ ತಾಂತ್ರಿಕ ಮಹಾವಿದ್ಯಾಲಯ ದಲ್ಲಿ ಗಣಿತಶಾಸ್ತ್ರ ವಿಭಾಗದಲ್ಲಿ ಸಹಾಯಕ bbox=[971, 927, 1076, 976]
blue-side-bar bbox=[311, 261, 317, 389]
next-day-button[interactable]: › bbox=[289, 305, 303, 319]
photo-story-school bbox=[60, 1470, 410, 1762]
doctorate-person-photo bbox=[1080, 929, 1134, 989]
dalit-person-photo bbox=[70, 990, 122, 1052]
election-queue-photo bbox=[61, 1206, 409, 1339]
rashi-name: ತುಲಾ bbox=[69, 871, 85, 881]
rashi-row bbox=[61, 834, 317, 851]
photo-banner-text: FASHION bbox=[623, 510, 837, 552]
masa: ಮಾಘ ಮಾಸ bbox=[167, 307, 211, 318]
article2-col2: ನೂರುನ್ನೀಸರವರು ತಿಳಿಸಿದರು. ಅವರು ಇಂದು ನಗರದ ಸಿದ್ಧಿವಿನಾಯಕ ಸಮುದಾಯಭವನದಲ್ಲಿ ನಡೆದ ಗಿಲ್ಡ್ ಫ್ಯಾಶನ್ ಡಿಸೈನಿಂಗ್ ಅಕಾಡೆಮಿಯ ಸಮಾರಂಭದಲ್ಲಿ ಮುಖ್ಯ ಅತಿಥಿಗಳಾಗಿ ಆಗಮಿಸಿ ಮಾತನಾಡಿದರು. ಮುಖ್ಯ ಅತಿಥಿಗಳಾಗಿ ಆಗಮಿಸಿ ಮಾತನಾಡಿದ ಶ್ರೀಮತಿ ರೇಖಾಶಿವಕುಮಾರ್ ರವರು ಒಬ್ಬ ನಾಯಕರಾಗುವುದಲ್ಲ ಒಬ್ಬ ನಾಯಕಿ ನೂರು ಜನ ನಾಯಕರನ್ನಾಗಿ ಮಾಡುವುದು ಸಾಧನೆ ಎಂದರು. bbox=[532, 697, 726, 790]
rashi-row bbox=[61, 885, 317, 902]
